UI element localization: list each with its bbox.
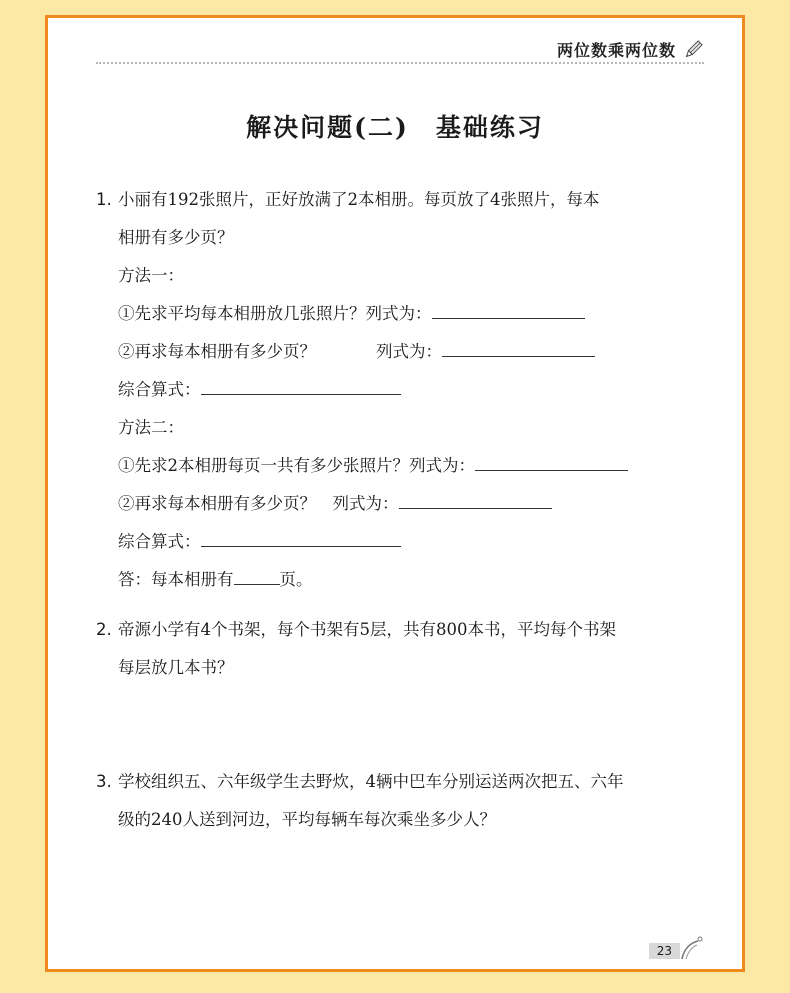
answer-line: 答：每本相册有 页。: [96, 561, 692, 599]
question-1: [96, 181, 692, 599]
method-1-step-1: ①先求平均每本相册放几张照片？列式为：: [96, 295, 692, 333]
question-text-line: 相册有多少页？: [118, 228, 234, 247]
answer-blank[interactable]: [399, 486, 552, 509]
method-2-step-2: ②再求每本相册有多少页？ 列式为：: [96, 485, 692, 523]
method-1-combined: 综合算式：: [96, 371, 692, 409]
question-text-line: 级的240人送到河边，平均每辆车每次乘坐多少人？: [118, 810, 496, 829]
question-text-line: 学校组织五、六年级学生去野炊，4辆中巴车分别运送两次把五、六年: [118, 772, 624, 791]
question-number: 2.: [96, 620, 112, 639]
answer-blank[interactable]: [432, 296, 585, 319]
answer-blank[interactable]: [442, 334, 595, 357]
method-2-combined: 综合算式：: [96, 523, 692, 561]
question-text-line: 每层放几本书？: [118, 658, 234, 677]
header-divider: [96, 62, 704, 64]
page-number: 23: [649, 943, 680, 959]
worksheet-page: [45, 15, 745, 972]
question-text-line: 帝源小学有4个书架，每个书架有5层，共有800本书，平均每个书架: [118, 620, 616, 639]
question-number: 1.: [96, 190, 112, 209]
question-text-line: 小丽有192张照片，正好放满了2本相册。每页放了4张照片，每本: [118, 190, 600, 209]
method-1-step-2: ②再求每本相册有多少页？ 列式为：: [96, 333, 692, 371]
question-number: 3.: [96, 772, 112, 791]
decorative-swoosh-icon: [678, 935, 704, 961]
method-2-label: 方法二：: [118, 418, 184, 437]
method-2-step-1: ①先求2本相册每页一共有多少张照片？列式为：: [96, 447, 692, 485]
chapter-title: 两位数乘两位数: [556, 41, 676, 60]
answer-blank[interactable]: [201, 524, 401, 547]
answer-blank[interactable]: [234, 562, 280, 585]
page-title: 解决问题(二) 基础练习: [246, 113, 544, 142]
method-1-label: 方法一：: [118, 266, 184, 285]
question-2: [96, 611, 692, 687]
answer-blank[interactable]: [201, 372, 401, 395]
page-header: [557, 38, 704, 61]
pencil-icon: [682, 39, 704, 61]
question-3: [96, 763, 692, 839]
answer-blank[interactable]: [475, 448, 628, 471]
